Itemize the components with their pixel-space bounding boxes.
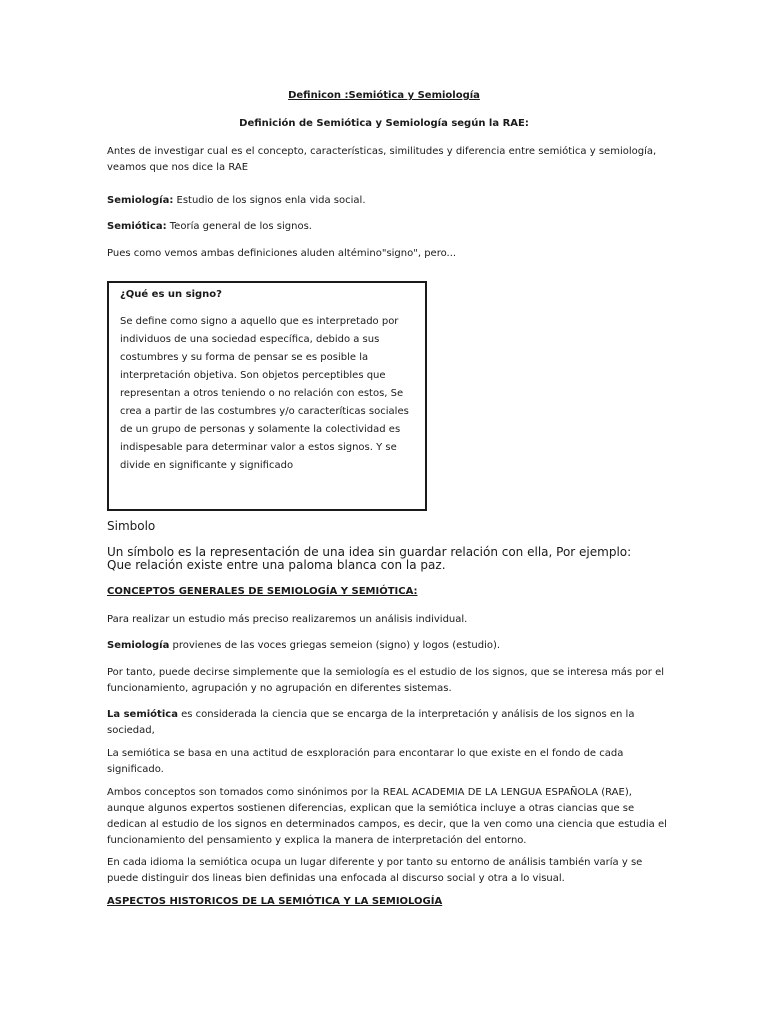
- rae-semiotica-definition: [107, 219, 667, 235]
- idioma-paragraph: En cada idioma la semiótica ocupa un lugar diferente y por tanto su entorno de análisis también varía y se puede distinguir dos lineas bien definidas una enfocada al discurso social y otra a lo visual.: [107, 857, 643, 884]
- intro-paragraph: Antes de investigar cual es el concepto, características, similitudes y diferencia entre semiótica y semiología, veamos que nos dice la RAE: [107, 146, 657, 173]
- rae-conclusion: Pues como vemos ambas definiciones aluden altémino"signo", pero...: [107, 248, 457, 259]
- simbolo-heading: Simbolo: [107, 519, 156, 533]
- semiotica-definition-text: es considerada la ciencia que se encarga de la interpretación y análisis de los signos en la sociedad,: [107, 709, 635, 736]
- sign-box-body: Se define como signo a aquello que es interpretado por individuos de una sociedad específica, debido a sus costumbres y su forma de pensar se es posible la interpretación objetiva. Son objetos perceptibles que representan a otros teniendo o no relación con estos, Se crea a partir de las costumbres y/o caracteríticas sociales de un grupo de personas y solamente la colectividad es indispesable para determinar valor a estos signos. Y se divide en significante y significado: [120, 316, 409, 471]
- rae-semiologia-term: Semiología:: [107, 195, 174, 206]
- semiologia-etymology-text: provienes de las voces griegas semeion (signo) y logos (estudio).: [169, 640, 501, 651]
- semiologia-summary: Por tanto, puede decirse simplemente que la semiología es el estudio de los signos, que se interesa más por el funcionamiento, agrupación y no agrupación en diferentes sistemas.: [107, 667, 665, 694]
- semiologia-term: Semiología: [107, 640, 170, 651]
- document-title: Definicon :Semiótica y Semiología: [288, 90, 480, 101]
- semiotica-exploration: La semiótica se basa en una actitud de esxploración para encontarar lo que existe en el fondo de cada significado.: [107, 748, 624, 775]
- semiotica-definition: [107, 707, 667, 739]
- rae-semiologia-definition: [107, 193, 667, 209]
- conceptos-heading: CONCEPTOS GENERALES DE SEMIOLOGÍA Y SEMIÓTICA:: [107, 586, 418, 597]
- document-subtitle: Definición de Semiótica y Semiología según la RAE:: [239, 118, 529, 129]
- rae-synonyms-paragraph: Ambos conceptos son tomados como sinónimos por la REAL ACADEMIA DE LA LENGUA ESPAÑOLA (RAE), aunque algunos expertos sostienen diferencias, explican que la semiótica incluye a otras ciancias que se dedican al estudio de los signos en determinados campos, es decir, que la ven como una ciencia que estudia el funcionamiento del pensamiento y explica la manera de interpretación del entorno.: [107, 787, 667, 846]
- sign-definition-box: [107, 281, 427, 511]
- simbolo-paragraph: Un símbolo es la representación de una idea sin guardar relación con ella, Por ejemplo: Que relación existe entre una paloma blanca con la paz.: [107, 545, 632, 572]
- conceptos-intro: Para realizar un estudio más preciso realizaremos un análisis individual.: [107, 614, 468, 625]
- rae-semiotica-term: Semiótica:: [107, 221, 167, 232]
- semiotica-term: La semiótica: [107, 709, 178, 720]
- aspectos-heading: ASPECTOS HISTORICOS DE LA SEMIÓTICA Y LA SEMIOLOGÍA: [107, 896, 443, 907]
- rae-semiotica-text: Teoría general de los signos.: [166, 221, 312, 232]
- semiologia-etymology: [107, 638, 667, 654]
- sign-box-title: ¿Qué es un signo?: [120, 289, 222, 300]
- rae-semiologia-text: Estudio de los signos enla vida social.: [173, 195, 366, 206]
